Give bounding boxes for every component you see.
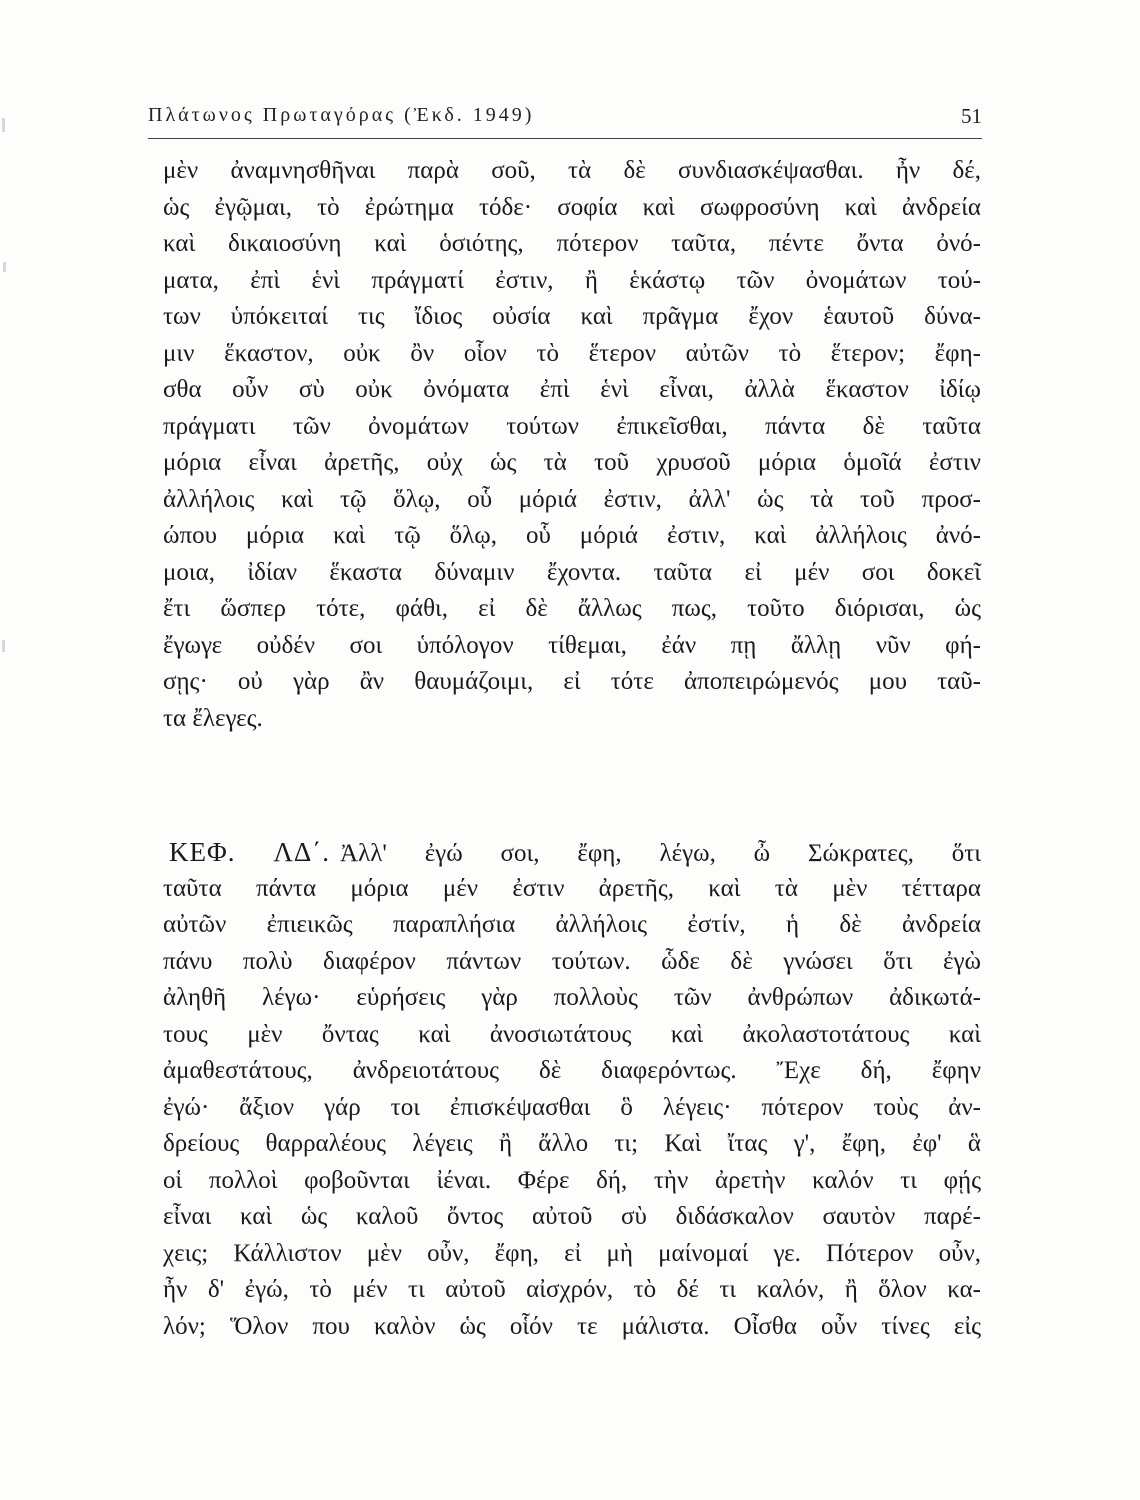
scan-edge-mark: [2, 118, 5, 132]
text-line: πάνυ πολὺ διαφέρον πάντων τούτων. ὧδε δὲ γνώσει ὅτι ἐγὼ: [163, 947, 981, 975]
scan-edge-mark: [2, 640, 5, 652]
text-line: ματα, ἐπὶ ἑνὶ πράγματί ἐστιν, ἢ ἑκάστῳ τῶν ὀνομάτων τού-: [163, 266, 981, 294]
text-line: μόρια εἶναι ἀρετῆς, οὐχ ὡς τὰ τοῦ χρυσοῦ μόρια ὁμοῖά ἐστιν: [163, 449, 981, 476]
text-line: ἔτι ὥσπερ τότε, φάθι, εἰ δὲ ἄλλως πως, τοῦτο διόρισαι, ὡς: [163, 595, 981, 622]
text-line: ἀλλήλοις καὶ τῷ ὅλῳ, οὗ μόριά ἐστιν, ἀλλ' ὡς τὰ τοῦ προσ-: [163, 485, 981, 513]
paragraph-1: [163, 153, 981, 737]
text-line: δρείους θαρραλέους λέγεις ἢ ἄλλο τι; Καὶ ἴτας γ', ἔφη, ἐφ' ἃ: [163, 1130, 981, 1157]
text-line: ἔγωγε οὐδέν σοι ὑπόλογον τίθεμαι, ἐάν πῃ ἄλλῃ νῦν φή-: [163, 631, 981, 659]
scan-edge-mark: [3, 262, 6, 272]
text-line: ἀμαθεστάτους, ἀνδρειοτάτους δὲ διαφερόντως. Ἔχε δή, ἔφην: [163, 1057, 981, 1084]
text-line: ταῦτα πάντα μόρια μέν ἐστιν ἀρετῆς, καὶ τὰ μὲν τέτταρα: [163, 874, 981, 902]
text-line: ἐγώ· ἄξιον γάρ τοι ἐπισκέψασθαι ὃ λέγεις· πότερον τοὺς ἀν-: [163, 1093, 981, 1121]
paragraph-2: [163, 834, 981, 1345]
text-line: μὲν ἀναμνησθῆναι παρὰ σοῦ, τὰ δὲ συνδιασκέψασθαι. ἦν δέ,: [163, 157, 981, 184]
running-title: Πλάτωνος Πρωταγόρας (Ἐκδ. 1949): [148, 104, 535, 126]
text-line: οἱ πολλοὶ φοβοῦνται ἰέναι. Φέρε δή, τὴν ἀρετὴν καλόν τι φῄς: [163, 1166, 981, 1194]
chapter-first-line: [163, 834, 981, 871]
page-number: 51: [961, 104, 982, 128]
text-line: τους μὲν ὄντας καὶ ἀνοσιωτάτους καὶ ἀκολαστοτάτους καὶ: [163, 1020, 981, 1048]
text-line: μιν ἕκαστον, οὐκ ὂν οἷον τὸ ἕτερον αὐτῶν τὸ ἕτερον; ἔφη-: [163, 339, 981, 367]
text-line: των ὑπόκειταί τις ἴδιος οὐσία καὶ πρᾶγμα ἔχον ἑαυτοῦ δύνα-: [163, 303, 981, 330]
text-line: σθα οὖν σὺ οὐκ ὀνόματα ἐπὶ ἑνὶ εἶναι, ἀλλὰ ἕκαστον ἰδίῳ: [163, 376, 981, 403]
text-line: χεις; Κάλλιστον μὲν οὖν, ἔφη, εἰ μὴ μαίνομαί γε. Πότερον οὖν,: [163, 1239, 981, 1267]
text-line: ἀληθῆ λέγω· εὑρήσεις γὰρ πολλοὺς τῶν ἀνθρώπων ἀδικωτά-: [163, 984, 981, 1011]
text-line: εἶναι καὶ ὡς καλοῦ ὄντος αὐτοῦ σὺ διδάσκαλον σαυτὸν παρέ-: [163, 1203, 981, 1230]
text-line: τα ἔλεγες.: [163, 704, 263, 732]
text-line: μοια, ἰδίαν ἕκαστα δύναμιν ἔχοντα. ταῦτα εἰ μέν σοι δοκεῖ: [163, 558, 981, 586]
text-line: αὐτῶν ἐπιεικῶς παραπλήσια ἀλλήλοις ἐστίν, ἡ δὲ ἀνδρεία: [163, 911, 981, 938]
text-line: λόν; Ὅλον που καλὸν ὡς οἷόν τε μάλιστα. Οἶσθα οὖν τίνες εἰς: [163, 1312, 981, 1340]
chapter-first-line-text: Ἀλλ' ἐγώ σοι, ἔφη, λέγω, ὦ Σώκρατες, ὅτι: [340, 840, 981, 867]
text-line: ἦν δ' ἐγώ, τὸ μέν τι αὐτοῦ αἰσχρόν, τὸ δέ τι καλόν, ἢ ὅλον κα-: [163, 1276, 981, 1303]
text-line: πράγματι τῶν ὀνομάτων τούτων ἐπικεῖσθαι, πάντα δὲ ταῦτα: [163, 412, 981, 440]
text-line: ὡς ἐγῷμαι, τὸ ἐρώτημα τόδε· σοφία καὶ σωφροσύνη καὶ ἀνδρεία: [163, 193, 981, 221]
text-line: σῃς· οὐ γὰρ ἂν θαυμάζοιμι, εἰ τότε ἀποπειρώμενός μου ταῦ-: [163, 668, 981, 695]
text-line: ώπου μόρια καὶ τῷ ὅλῳ, οὗ μόριά ἐστιν, καὶ ἀλλήλοις ἀνό-: [163, 522, 981, 549]
running-header: [148, 100, 982, 139]
text-line: καὶ δικαιοσύνη καὶ ὁσιότης, πότερον ταῦτα, πέντε ὄντα ὀνό-: [163, 230, 981, 257]
chapter-heading: ΚΕΦ. ΛΔ΄.: [169, 837, 331, 867]
